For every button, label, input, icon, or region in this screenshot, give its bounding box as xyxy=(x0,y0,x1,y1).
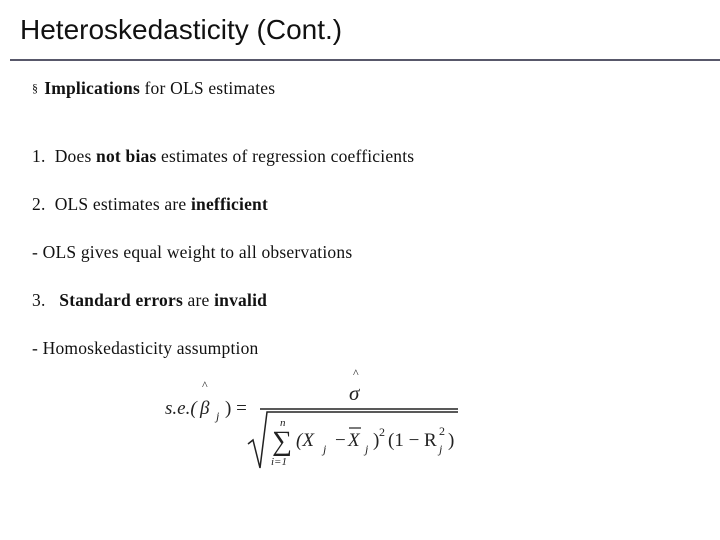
formula-beta: β xyxy=(200,398,210,419)
item-1-number: 1. xyxy=(32,146,46,166)
formula-term-close: ) xyxy=(373,430,380,451)
formula-lhs-suffix: ) = xyxy=(225,398,247,419)
item-1-rest: estimates of regression coefficients xyxy=(156,146,415,166)
implications-bold: Implications xyxy=(44,78,140,98)
formula-lhs-prefix: s.e.( xyxy=(165,398,197,419)
item-2-number: 2. xyxy=(32,194,46,214)
formula-r-sub: j xyxy=(439,442,443,456)
item-3-bold: Standard errors xyxy=(59,290,183,310)
formula-x-sub: j xyxy=(323,442,327,456)
title-divider xyxy=(10,59,720,61)
item-2-bold: inefficient xyxy=(190,194,269,214)
bullet-icon: § xyxy=(32,81,39,95)
item-2-pre: OLS estimates are xyxy=(54,194,191,214)
slide-title: Heteroskedasticity (Cont.) xyxy=(20,14,343,45)
summation-icon: ∑ xyxy=(272,426,292,457)
beta-hat-icon: ^ xyxy=(202,378,208,392)
item-3-number: 3. xyxy=(32,290,46,310)
formula-xbar-sub: j xyxy=(365,442,369,456)
formula-beta-sub: j xyxy=(216,409,220,423)
formula-term-open: (X xyxy=(296,430,314,451)
item-2 xyxy=(32,194,268,215)
note-homoskedasticity: - Homoskedasticity assumption xyxy=(32,338,259,358)
standard-error-formula xyxy=(160,364,470,476)
formula-minus: − xyxy=(335,430,346,451)
formula-sigma: σ xyxy=(349,381,360,405)
sum-lower: i=1 xyxy=(271,456,287,468)
sigma-hat-icon: ^ xyxy=(353,366,359,380)
item-1-pre: Does xyxy=(54,146,97,166)
sum-upper: n xyxy=(280,417,286,429)
item-3-bold2: invalid xyxy=(214,290,268,310)
formula-factor: (1 − R xyxy=(388,430,437,451)
item-3-mid: are xyxy=(182,290,215,310)
item-1 xyxy=(32,146,414,167)
implications-rest: for OLS estimates xyxy=(139,78,276,98)
item-3 xyxy=(32,290,267,311)
formula-r-sup: 2 xyxy=(439,424,445,438)
formula-square: 2 xyxy=(379,425,385,439)
formula-factor-close: ) xyxy=(448,430,455,451)
note-equal-weight: - OLS gives equal weight to all observations xyxy=(32,242,353,262)
implications-line xyxy=(32,78,275,99)
item-1-bold: not bias xyxy=(96,146,157,166)
formula-xbar: X xyxy=(348,430,360,451)
